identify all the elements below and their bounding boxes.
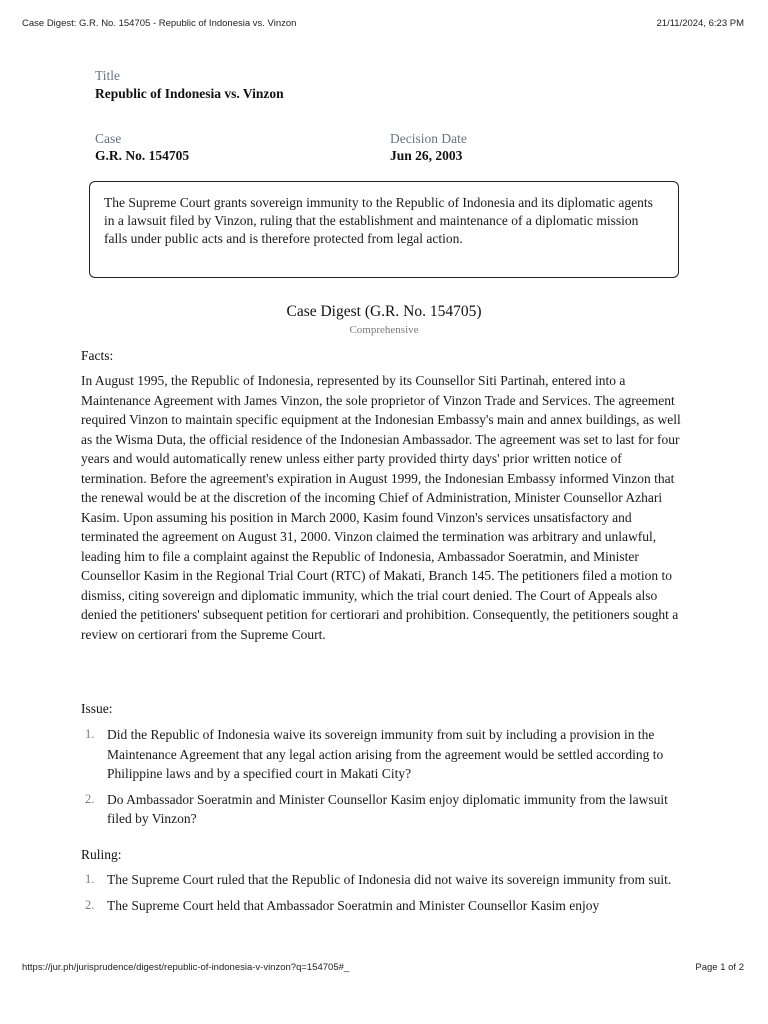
page-number: Page 1 of 2 [695,962,744,973]
issue-number: 2. [85,791,95,806]
facts-text: In August 1995, the Republic of Indonesia, represented by its Counsellor Siti Partinah, entered into a Maintenance Agreement with James Vinzon, the sole proprietor of Vinzon Trade and Services. The agreement required Vinzon to maintain specific equipment at the Indonesian Embassy's main and annex buildings, as well as the Wisma Duta, the official residence of the Indonesian Ambassador. The agreement was set to last for four years and would automatically renew unless either party provided thirty days' prior written notice of termination. Before the agreement's expiration in August 1999, the Indonesian Embassy informed Vinzon that the renewal would be at the discretion of the incoming Chief of Administration, Minister Counsellor Azhari Kasim. Upon assuming his position in March 2000, Kasim found Vinzon's services unsatisfactory and terminated the agreement on August 31, 2000. Vinzon claimed the termination was arbitrary and unlawful, leading him to file a complaint against the Republic of Indonesia, Ambassador Soeratmin, and Minister Counsellor Kasim in the Regional Trial Court (RTC) of Makati, Branch 145. The petitioners filed a motion to dismiss, citing sovereign and diplomatic immunity, which the trial court denied. The Court of Appeals also denied the petitioners' subsequent petition for certiorari and prohibition. Consequently, the petitioners sought a review on certiorari from the Supreme Court. [81,373,681,642]
issue-text: Do Ambassador Soeratmin and Minister Counsellor Kasim enjoy diplomatic immunity from the lawsuit filed by Vinzon? [107,791,668,826]
ruling-item [81,870,686,890]
digest-heading: Case Digest (G.R. No. 154705) [286,303,482,320]
print-header-title: Case Digest: G.R. No. 154705 - Republic of Indonesia vs. Vinzon [22,18,297,29]
decision-date-label: Decision Date [390,131,467,146]
title-label: Title [95,68,121,83]
ruling-number: 1. [85,872,95,886]
ruling-text: The Supreme Court held that Ambassador Soeratmin and Minister Counsellor Kasim enjoy [107,897,600,913]
issue-item [81,725,686,784]
facts-label: Facts: [81,348,114,363]
issue-list [81,725,686,835]
ruling-item [81,896,686,916]
ruling-label: Ruling: [81,847,122,862]
digest-subheading: Comprehensive [349,324,419,336]
print-header-datetime: 21/11/2024, 6:23 PM [656,18,744,29]
case-title: Republic of Indonesia vs. Vinzon [95,86,284,101]
ruling-text: The Supreme Court ruled that the Republic of Indonesia did not waive its sovereign immunity from suit. [107,872,672,887]
decision-date: Jun 26, 2003 [390,148,463,163]
issue-item [81,790,686,829]
print-footer [22,962,744,976]
page-url: https://jur.ph/jurisprudence/digest/republic-of-indonesia-v-vinzon?q=154705#_ [22,962,350,973]
print-header [22,18,744,32]
issue-label: Issue: [81,701,113,716]
case-summary-text: The Supreme Court grants sovereign immunity to the Republic of Indonesia and its diplomatic agents in a lawsuit filed by Vinzon, ruling that the establishment and maintenance of a diplomatic mission falls under public acts and is therefore protected from legal action. [104,195,653,246]
case-number: G.R. No. 154705 [95,148,190,163]
issue-text: Did the Republic of Indonesia waive its sovereign immunity from suit by including a provision in the Maintenance Agreement that any legal action arising from the agreement would be settled according to Philippine laws and by a specified court in Makati City? [107,727,664,781]
ruling-list [81,870,686,921]
ruling-number: 2. [85,897,95,912]
case-summary-box [89,181,679,278]
case-label: Case [95,131,122,146]
issue-number: 1. [85,727,95,741]
